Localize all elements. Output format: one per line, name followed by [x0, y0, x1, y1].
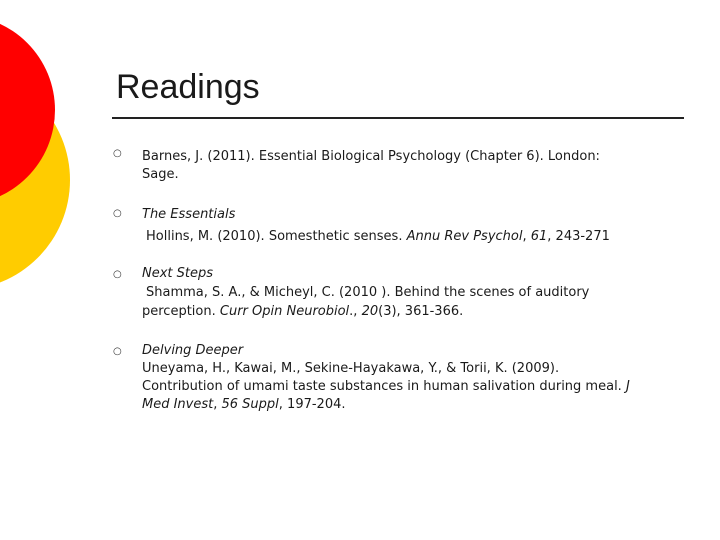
reading-line: Barnes, J. (2011). Essential Biological Psychology (Chapter 6). London: — [142, 149, 600, 164]
reading-heading — [142, 264, 682, 283]
reading-line: Sage. — [142, 167, 179, 182]
reading-heading — [142, 342, 682, 360]
reading-text — [142, 264, 682, 321]
reading-text — [142, 342, 682, 414]
hollow-circle-bullet-icon: ○ — [113, 208, 122, 219]
reading-citation — [142, 302, 682, 321]
hollow-circle-bullet-icon: ○ — [113, 269, 122, 280]
reading-line: Shamma, S. A., & Micheyl, C. (2010 ). Behind the scenes of auditory — [146, 285, 590, 300]
journal-name: Curr Opin Neurobiol — [219, 304, 350, 319]
volume: 56 Suppl — [221, 397, 279, 412]
journal-name-part: Med Invest — [142, 397, 214, 412]
journal-name: Annu Rev Psychol — [406, 229, 523, 244]
separator: ., — [349, 304, 362, 319]
reading-citation — [142, 226, 682, 248]
separator: , — [522, 229, 531, 244]
separator: , — [213, 397, 222, 412]
reading-text — [142, 148, 682, 184]
slide-title: Readings — [116, 68, 260, 106]
citation-text: perception. — [142, 304, 220, 319]
reading-line — [142, 378, 682, 396]
hollow-circle-bullet-icon: ○ — [113, 148, 122, 159]
reading-text — [142, 204, 682, 248]
reading-heading — [142, 204, 682, 226]
journal-name-part: J — [625, 379, 630, 394]
hollow-circle-bullet-icon: ○ — [113, 346, 122, 357]
decorative-circles — [0, 0, 80, 300]
heading-text: Next Steps — [142, 266, 214, 281]
reading-citation — [142, 396, 682, 414]
reading-line: Uneyama, H., Kawai, M., Sekine-Hayakawa, Y., & Torii, K. (2009). — [142, 361, 560, 376]
title-divider — [112, 117, 684, 119]
heading-text: Delving Deeper — [142, 343, 244, 358]
volume: 20 — [361, 304, 379, 319]
citation-text: Contribution of umami taste substances in human salivation during meal. — [142, 379, 626, 394]
issue-pages: (3), 361-366. — [378, 304, 464, 319]
volume: 61 — [530, 229, 548, 244]
citation-text: Hollins, M. (2010). Somesthetic senses. — [146, 229, 407, 244]
heading-text: The Essentials — [142, 207, 236, 222]
pages: , 243-271 — [547, 229, 610, 244]
pages: , 197-204. — [278, 397, 346, 412]
